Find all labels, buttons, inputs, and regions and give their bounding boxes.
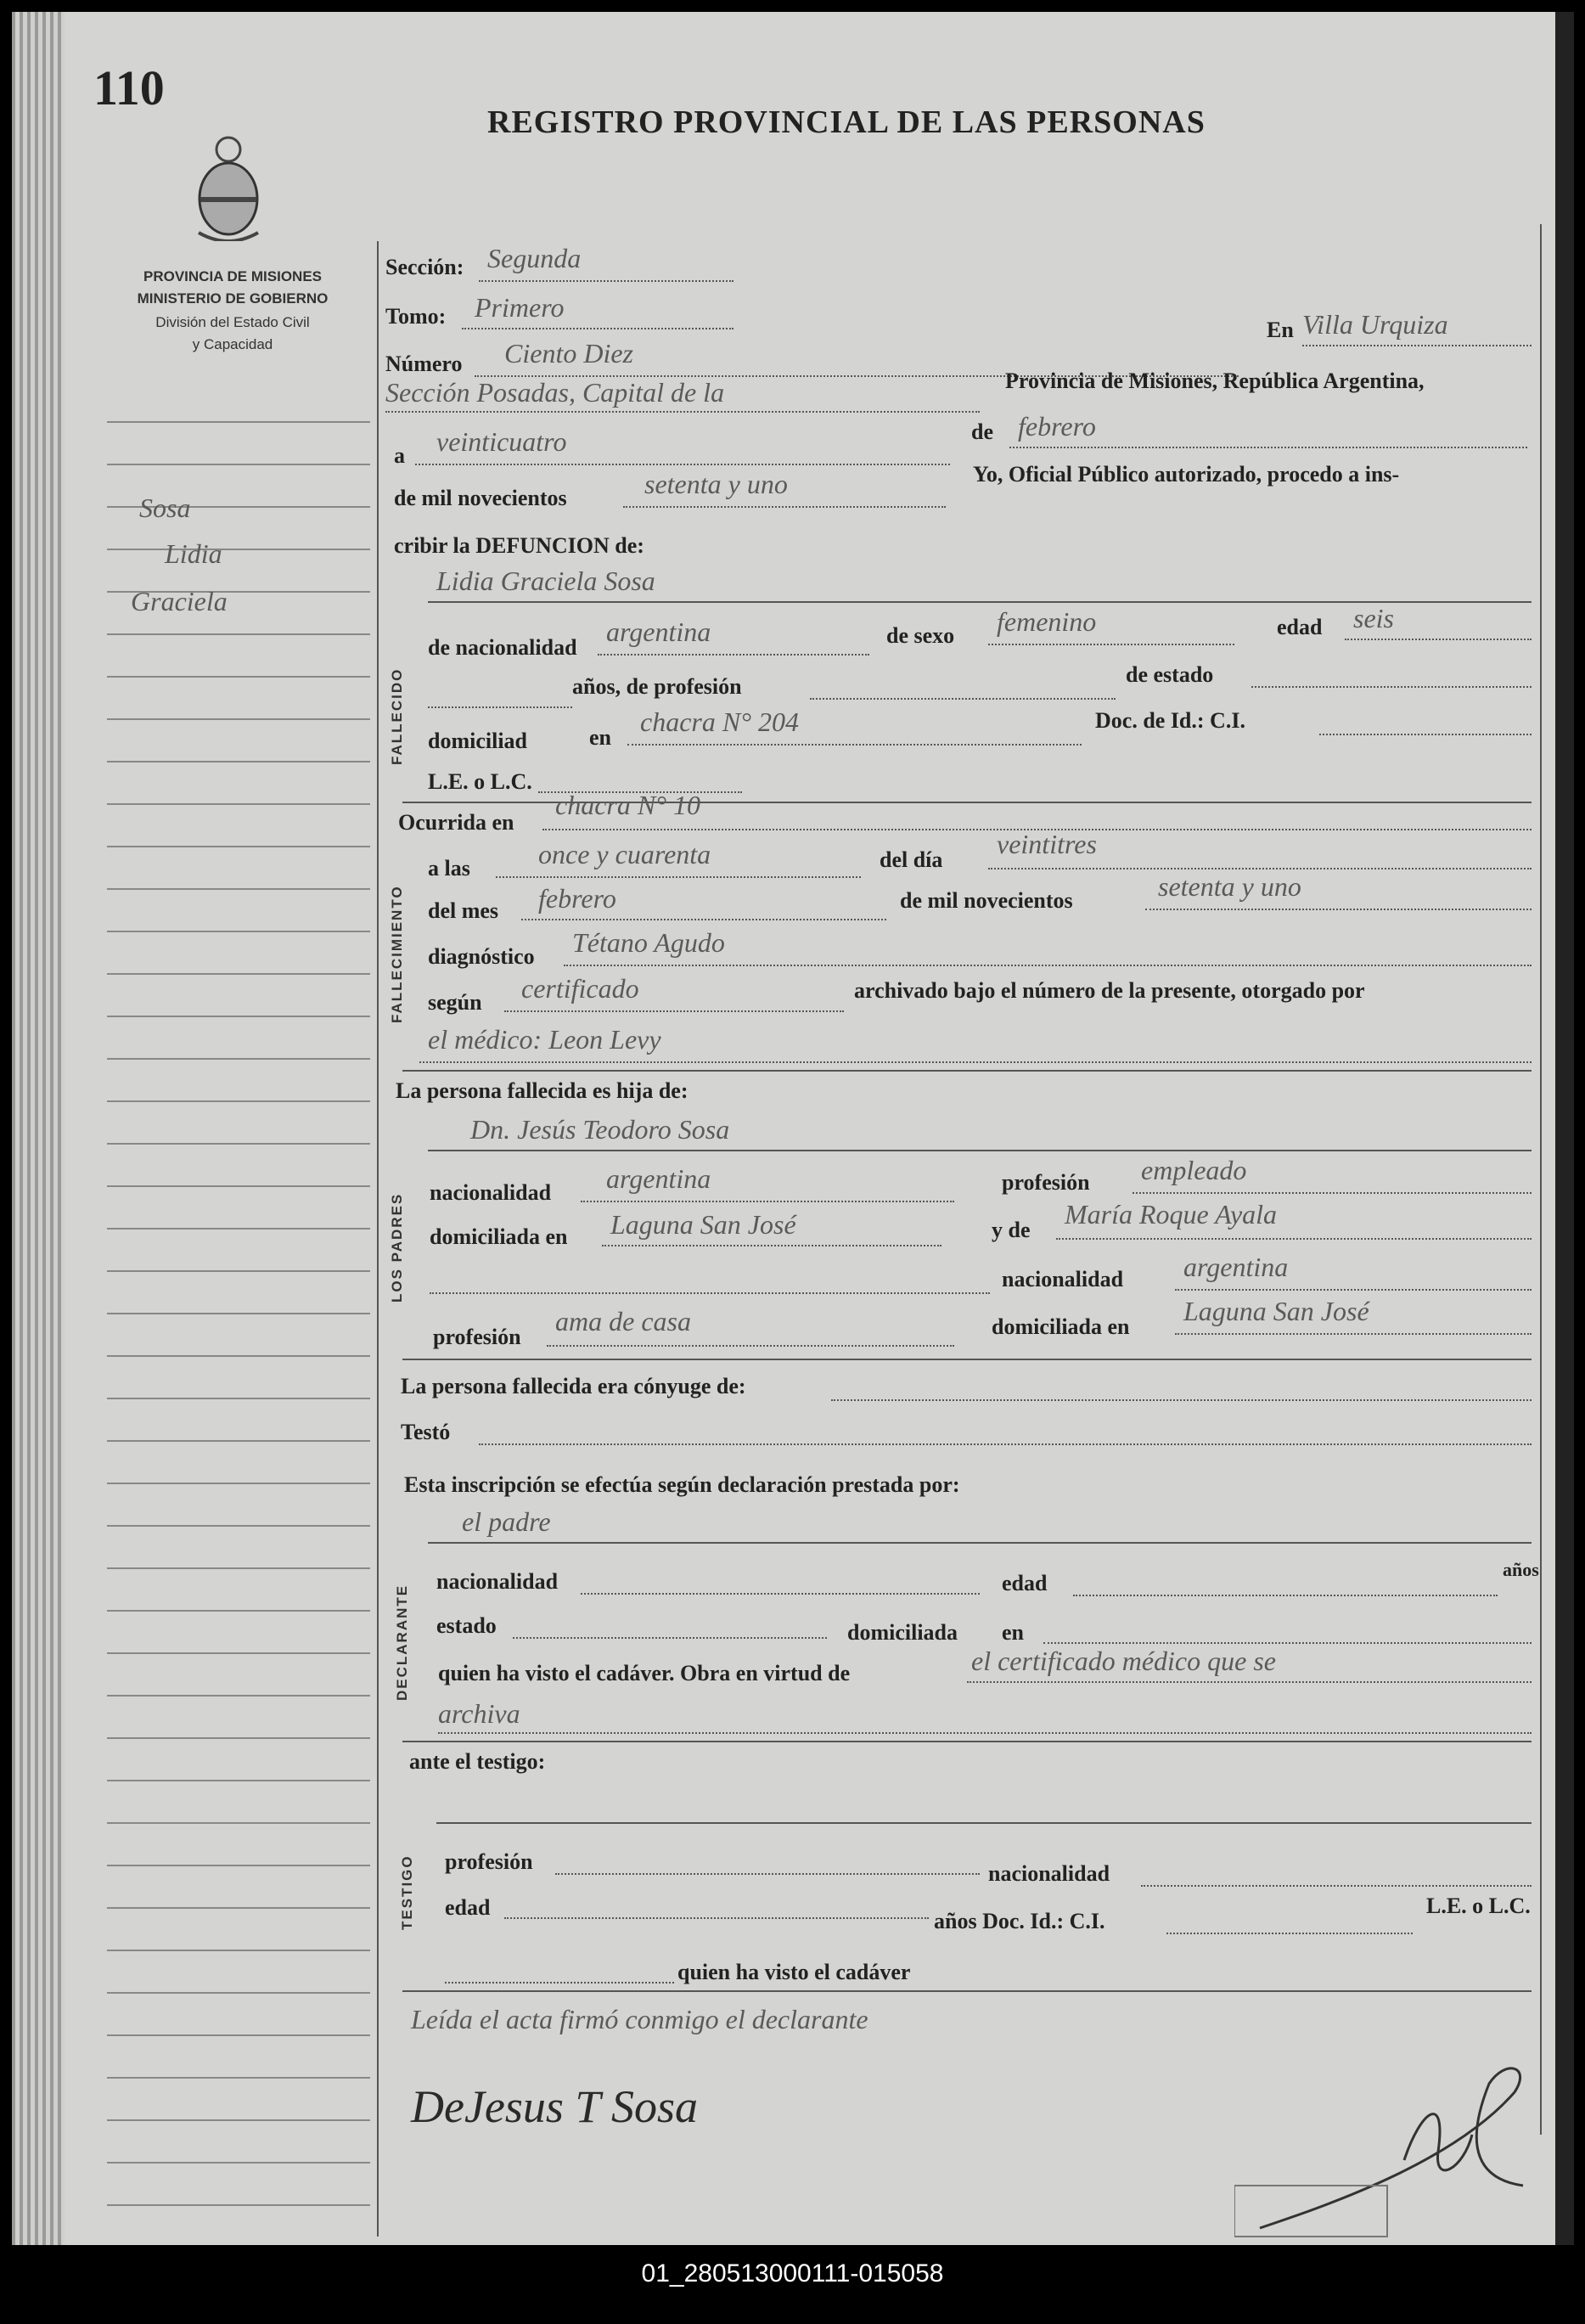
nacionalidad-value: argentina [606,616,711,647]
testigo-nac-line [1141,1885,1532,1887]
madre-extra-line [430,1292,990,1294]
padre-prof-label: profesión [1002,1170,1090,1195]
madre-prof-value: ama de casa [555,1306,691,1336]
numero-label: Número [385,352,463,376]
quien-visto-label: quien ha visto el cadáver. Obra en virtud de [438,1661,851,1685]
conyuge-line [831,1399,1532,1401]
yo-oficial-label: Yo, Oficial Público autorizado, procedo a ins- [973,462,1400,487]
nombre-value: Lidia Graciela Sosa [436,566,655,596]
en-domicilio-label: en [589,725,611,750]
cribir-label: cribir la DEFUNCION de: [394,533,644,558]
testigo-visto-line [445,1982,674,1984]
seccion-value: Segunda [487,243,582,273]
sexo-label: de sexo [886,623,955,648]
declarante-anos-label: años [1503,1559,1539,1580]
seccion-label: Sección: [385,255,464,279]
a-las-label: a las [428,856,470,881]
testigo-name-line [436,1822,1532,1824]
a-label: a [394,443,405,468]
margin-surname: Sosa [139,492,191,523]
padre-dom-value: Laguna San José [610,1209,796,1240]
diagnostico-line [564,965,1532,966]
testigo-prof-line [555,1873,980,1875]
declarante-edad-line [1073,1595,1498,1596]
conyuge-label: La persona fallecida era cónyuge de: [401,1374,746,1398]
padre-dom-label: domiciliada en [430,1224,568,1249]
declarante-edad-label: edad [1002,1571,1048,1595]
nacionalidad-line [598,654,869,656]
declarante-line [428,1542,1532,1544]
medico-line [419,1061,1532,1063]
padres-divider [402,1359,1532,1360]
de-estado-label: de estado [1126,662,1214,687]
page-number: 110 [93,60,165,115]
section-declarante: DECLARANTE [394,1584,410,1701]
mes-muerte-line [521,919,886,920]
archiva-line [438,1732,1532,1734]
segun-line [504,1010,844,1012]
section-fallecimiento: FALLECIMIENTO [389,885,405,1024]
leida-text: Leída el acta firmó conmigo el declarante [411,2004,868,2034]
archivado-label: archivado bajo el número de la presente, otorgado por [854,978,1365,1003]
certificado-line [967,1681,1532,1683]
madre-line [1056,1238,1532,1240]
margin-first-name: Lidia [165,538,222,569]
padre-prof-value: empleado [1141,1155,1247,1185]
padre-line [428,1150,1532,1151]
section-fallecido: FALLECIDO [389,667,405,766]
seccion-line [479,280,733,282]
page-title: REGISTRO PROVINCIAL DE LAS PERSONAS [487,104,1206,140]
dia-value: veinticuatro [436,426,567,457]
madre-prof-line [547,1345,954,1347]
diagnostico-value: Tétano Agudo [572,927,725,958]
fallecimiento-divider [402,1070,1532,1072]
declarante-estado-line [513,1637,827,1639]
form-right-border [1540,224,1542,2135]
anio-value: setenta y uno [644,469,788,499]
declarante-nac-line [581,1593,980,1595]
coat-of-arms-seal [190,131,267,241]
testigo-nac-label: nacionalidad [988,1861,1110,1886]
declarante-estado-label: estado [436,1613,497,1638]
madre-nac-line [1175,1289,1532,1291]
declarant-signature: DeJesus T Sosa [411,2081,699,2132]
mes-muerte-value: febrero [538,883,616,914]
madre-value: María Roque Ayala [1065,1199,1278,1230]
madre-dom-label: domiciliada en [992,1314,1130,1339]
certificado-value: el certificado médico que se [971,1646,1276,1676]
segun-value: certificado [521,973,639,1004]
ante-testigo-label: ante el testigo: [409,1749,546,1774]
madre-dom-line [1175,1333,1532,1335]
doc-id-line [1319,734,1532,735]
declarante-dom-line [1043,1642,1532,1644]
edad-value: seis [1353,603,1394,633]
tomo-line [462,328,733,329]
dia-line [415,464,950,465]
declarante-nac-label: nacionalidad [436,1569,559,1594]
header-province: PROVINCIA DE MISIONES [143,268,322,284]
padre-nac-value: argentina [606,1163,711,1194]
header-ministry: MINISTERIO DE GOBIERNO [137,290,329,307]
anos-line [428,706,572,708]
page-stack-edge [12,12,65,2245]
tomo-label: Tomo: [385,304,447,329]
y-de-label: y de [992,1218,1031,1242]
madre-dom-value: Laguna San José [1183,1296,1369,1326]
anio-muerte-value: setenta y uno [1158,871,1301,902]
anio-muerte-line [1145,909,1532,910]
en-line [1302,345,1532,346]
doc-id-label: Doc. de Id.: C.I. [1095,708,1245,733]
numero-value: Ciento Diez [504,338,633,369]
madre-nac-label: nacionalidad [1002,1267,1124,1291]
de-mil-label: de mil novecientos [394,486,567,510]
testigo-doc-line [1166,1933,1413,1934]
ocurrida-label: Ocurrida en [398,810,514,835]
testigo-anos-doc-label: años Doc. Id.: C.I. [934,1909,1105,1933]
testigo-edad-label: edad [445,1895,491,1920]
padre-dom-line [602,1245,941,1246]
profesion-line [810,698,1116,700]
declarante-value: el padre [462,1506,551,1537]
ocurrida-value: chacra N° 10 [555,790,700,820]
estado-line [1251,686,1532,688]
madre-prof-label: profesión [433,1325,521,1349]
padre-nac-label: nacionalidad [430,1180,552,1205]
padre-nac-line [581,1201,954,1202]
mes-line [1009,447,1527,448]
section-testigo: TESTIGO [399,1854,415,1931]
header-division: División del Estado Civil [155,314,310,330]
en-label: En [1267,318,1294,342]
form-left-border [377,241,379,2237]
dia-muerte-line [988,868,1532,869]
declaracion-label: Esta inscripción se efectúa según declaración prestada por: [404,1472,960,1497]
hija-de-label: La persona fallecida es hija de: [396,1078,689,1103]
anio-line [623,506,946,508]
official-signature [1234,2058,1557,2245]
header-capacity: y Capacidad [192,336,273,352]
domiciliad-label: domiciliad [428,729,528,753]
testigo-le-lc-label: L.E. o L.C. [1426,1894,1531,1918]
diagnostico-label: diagnóstico [428,944,535,969]
provincia-label: Provincia de Misiones, República Argentina, [1005,369,1425,393]
binding-edge [1555,12,1574,2245]
domicilio-value: chacra N° 204 [640,706,799,737]
seccion-posadas-value: Sección Posadas, Capital de la [385,377,725,408]
del-mes-label: del mes [428,898,499,923]
declarante-en-label: en [1002,1620,1024,1645]
declarante-divider [402,1741,1532,1742]
de-mil2-label: de mil novecientos [900,888,1073,913]
mes-value: febrero [1018,411,1096,442]
testo-line [479,1443,1532,1445]
declarante-dom-label: domiciliada [847,1620,958,1645]
padre-value: Dn. Jesús Teodoro Sosa [470,1114,730,1145]
tomo-value: Primero [475,292,565,323]
en-value: Villa Urquiza [1302,309,1448,340]
nacionalidad-label: de nacionalidad [428,635,577,660]
testigo-edad-line [504,1917,929,1919]
de-label: de [971,419,993,444]
archiva-value: archiva [438,1698,520,1729]
le-lc-label: L.E. o L.C. [428,769,532,794]
segun-label: según [428,990,482,1015]
quien-visto2-label: quien ha visto el cadáver [677,1960,911,1984]
testo-label: Testó [401,1420,451,1444]
anos-profesion-label: años, de profesión [572,674,742,699]
hora-value: once y cuarenta [538,839,711,869]
padre-prof-line [1133,1192,1532,1194]
edad-line [1345,639,1532,640]
del-dia-label: del día [880,847,943,872]
margin-middle-name: Graciela [131,586,228,616]
posadas-line [385,411,980,413]
register-page [12,12,1574,2245]
section-padres: LOS PADRES [389,1192,405,1303]
testigo-divider [402,1990,1532,1992]
sexo-value: femenino [997,606,1097,637]
sexo-line [988,644,1234,645]
hora-line [496,876,861,878]
dia-muerte-value: veintitres [997,829,1097,859]
testigo-prof-label: profesión [445,1849,533,1874]
edad-label: edad [1277,615,1323,639]
medico-value: el médico: Leon Levy [428,1024,661,1055]
domicilio-line [627,744,1082,746]
madre-nac-value: argentina [1183,1252,1289,1282]
scan-filename-label: 01_280513000111-015058 [641,2259,944,2287]
